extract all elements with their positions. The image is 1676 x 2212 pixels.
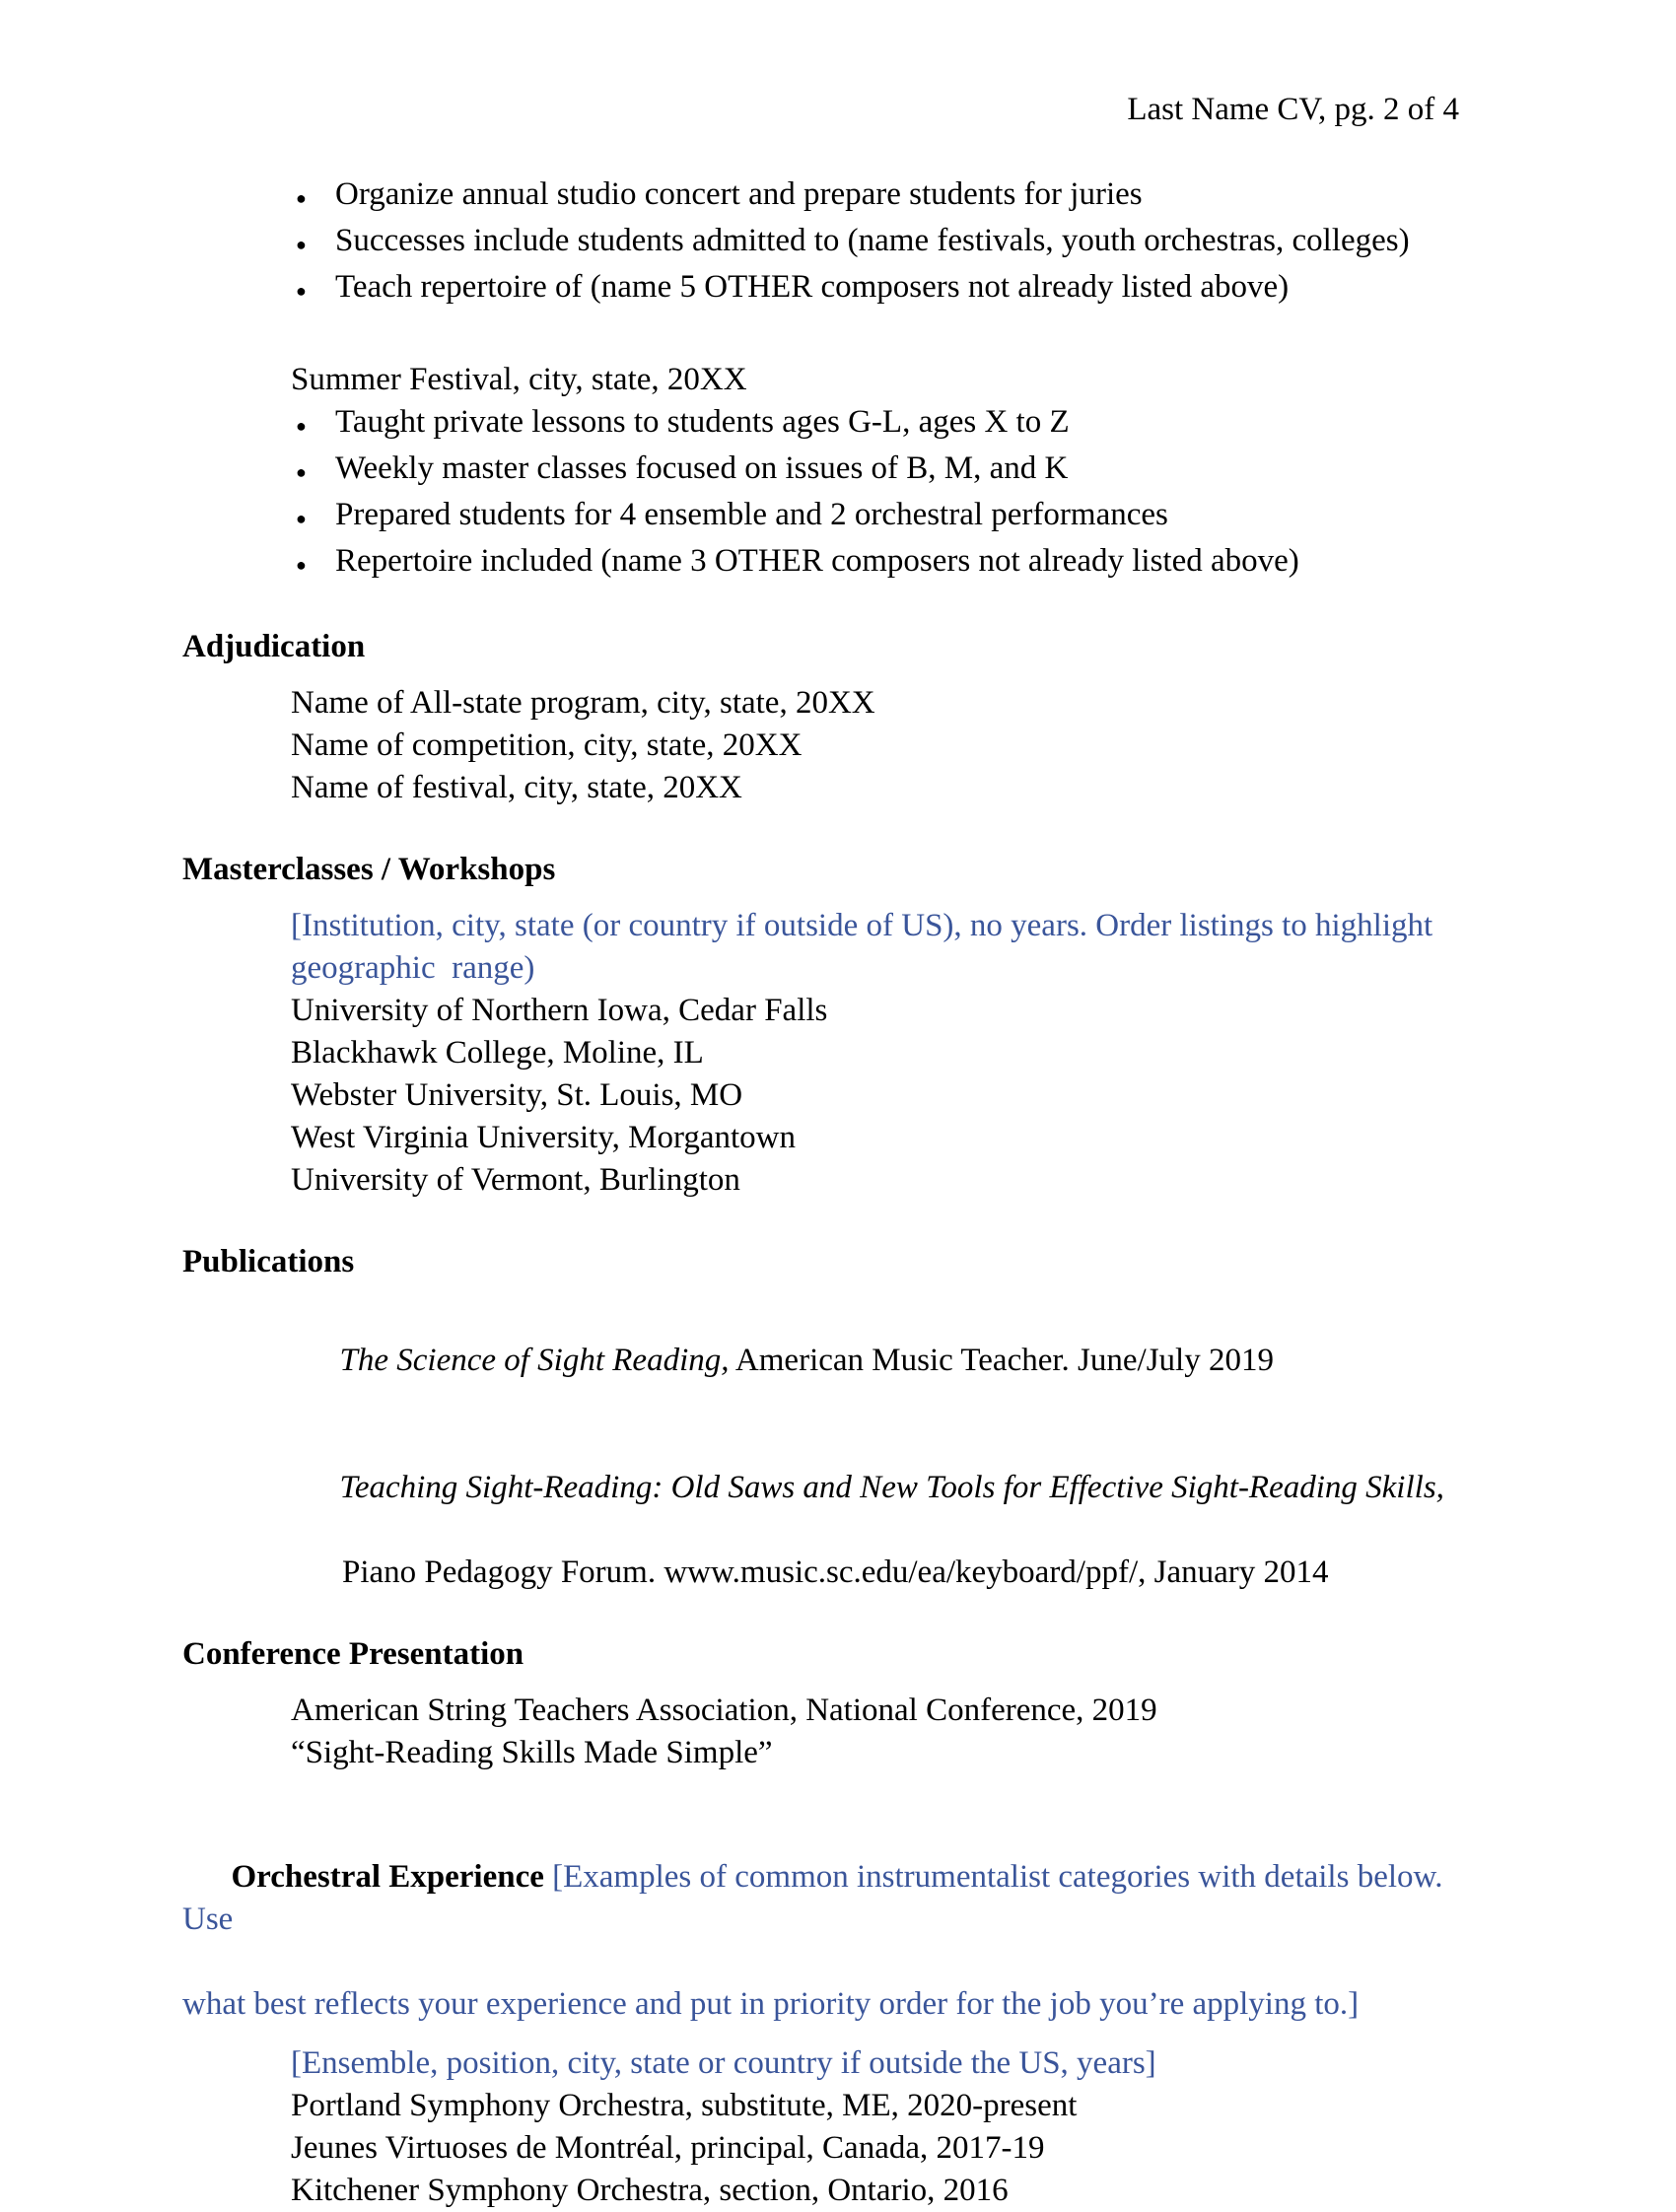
page-header: Last Name CV, pg. 2 of 4 — [1127, 92, 1459, 127]
adjudication-entry: Name of festival, city, state, 20XX — [291, 770, 742, 805]
conference-entry: American String Teachers Association, National Conference, 2019 — [291, 1693, 1157, 1728]
masterclasses-format-note-line1: [Institution, city, state (or country if outside of US), no years. Order listings to highlight — [291, 908, 1433, 943]
bullet-text: Weekly master classes focused on issues of B, M, and K — [335, 450, 1069, 486]
bullet-text: Taught private lessons to students ages G-L, ages X to Z — [335, 404, 1070, 440]
bullet-icon: ● — [296, 462, 307, 482]
bullet-text: Prepared students for 4 ensemble and 2 orchestral performances — [335, 497, 1168, 532]
bullet-text: Teach repertoire of (name 5 OTHER composers not already listed above) — [335, 269, 1290, 305]
list-item — [182, 401, 1508, 448]
publication-entry-continuation: Piano Pedagogy Forum. www.music.sc.edu/ea/keyboard/ppf/, January 2014 — [342, 1555, 1329, 1590]
list-item — [182, 448, 1508, 494]
masterclass-entry: University of Vermont, Burlington — [291, 1162, 740, 1198]
masterclass-entry: West Virginia University, Morgantown — [291, 1120, 797, 1155]
bullet-icon: ● — [296, 555, 307, 575]
bullet-text: Successes include students admitted to (name festivals, youth orchestras, colleges) — [335, 223, 1410, 258]
list-item — [182, 266, 1508, 312]
masterclasses-format-note-line2: geographic range) — [291, 950, 535, 986]
section-heading-orchestral-line — [182, 1814, 1508, 1983]
orchestral-guidance-note-line2: what best reflects your experience and put in priority order for the job you’re applying to.] — [182, 1986, 1360, 2022]
bullet-icon: ● — [296, 188, 307, 208]
bullet-icon: ● — [296, 416, 307, 436]
publication-entry — [291, 1297, 1508, 1424]
masterclass-entry: Blackhawk College, Moline, IL — [291, 1035, 704, 1071]
list-item — [182, 540, 1508, 587]
orchestral-entry: Portland Symphony Orchestra, substitute, ME, 2020-present — [291, 2088, 1078, 2123]
publication-detail: American Music Teacher. June/July 2019 — [729, 1343, 1274, 1378]
masterclass-entry: University of Northern Iowa, Cedar Falls — [291, 993, 828, 1028]
bullet-icon: ● — [296, 281, 307, 301]
cv-content — [182, 173, 1508, 2212]
conference-entry: “Sight-Reading Skills Made Simple” — [291, 1735, 773, 1770]
bullet-icon: ● — [296, 509, 307, 528]
publication-title: The Science of Sight Reading, — [339, 1343, 730, 1378]
section-heading-adjudication: Adjudication — [182, 629, 366, 664]
orchestral-entry: Jeunes Virtuoses de Montréal, principal, Canada, 2017-19 — [291, 2130, 1045, 2166]
publication-title: Teaching Sight-Reading: Old Saws and New Tools for Effective Sight-Reading Skills, — [339, 1470, 1444, 1505]
adjudication-entry: Name of All-state program, city, state, 20XX — [291, 685, 875, 721]
section-heading-masterclasses: Masterclasses / Workshops — [182, 852, 556, 887]
list-item — [182, 220, 1508, 266]
section-heading-conference: Conference Presentation — [182, 1636, 524, 1672]
list-item — [182, 494, 1508, 540]
masterclass-entry: Webster University, St. Louis, MO — [291, 1077, 743, 1113]
list-item — [182, 173, 1508, 220]
bullet-text: Organize annual studio concert and prepare students for juries — [335, 176, 1143, 212]
orchestral-format-note: [Ensemble, position, city, state or country if outside the US, years] — [291, 2045, 1156, 2081]
section-heading-orchestral: Orchestral Experience — [231, 1859, 544, 1895]
adjudication-entry: Name of competition, city, state, 20XX — [291, 727, 803, 763]
bullet-icon: ● — [296, 235, 307, 254]
section-heading-publications: Publications — [182, 1244, 355, 1279]
orchestral-guidance-note-line1: [Examples of common instrumentalist categories with details below. Use — [182, 1859, 1459, 1937]
summer-festival-title: Summer Festival, city, state, 20XX — [291, 362, 747, 397]
bullet-text: Repertoire included (name 3 OTHER composers not already listed above) — [335, 543, 1299, 579]
publication-entry — [291, 1424, 1508, 1552]
orchestral-entry: Kitchener Symphony Orchestra, section, Ontario, 2016 — [291, 2173, 1009, 2208]
